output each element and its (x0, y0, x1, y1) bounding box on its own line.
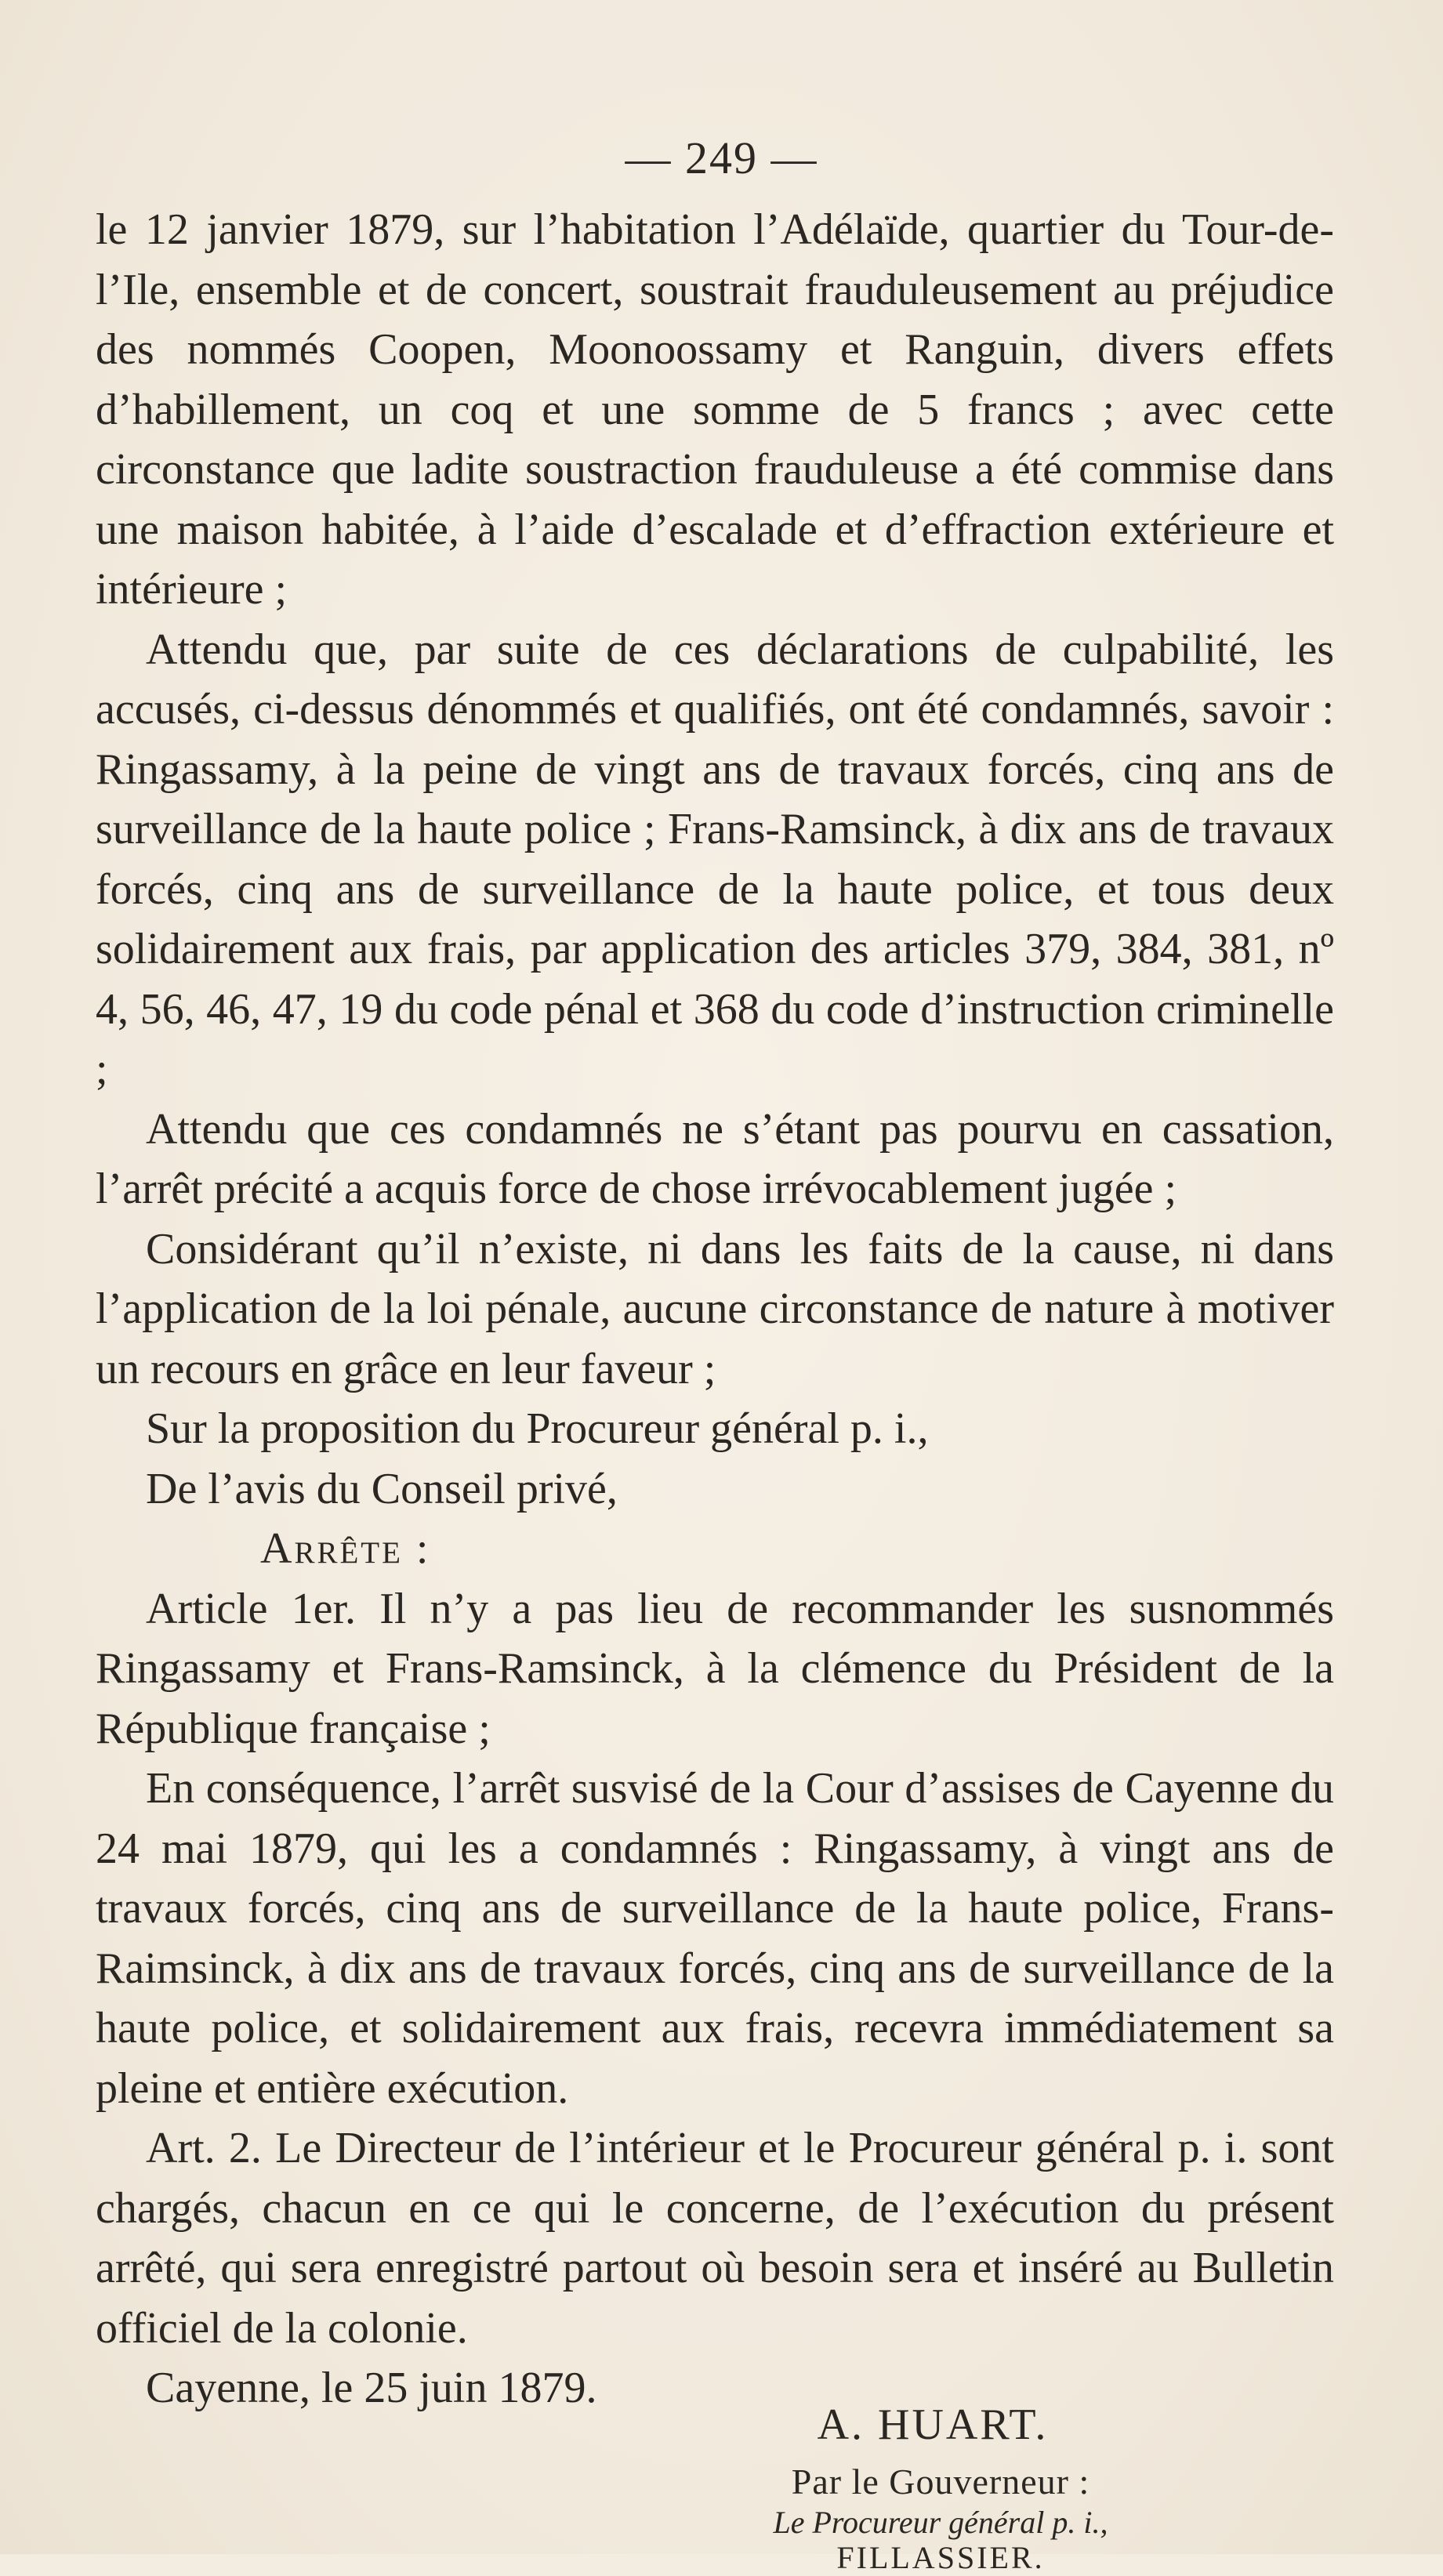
signature-par-gouverneur: Par le Gouverneur : (791, 2462, 1090, 2502)
paragraph-attendu-condamnation: Attendu que, par suite de ces déclarations de culpabilité, les accusés, ci-dessus dénommés et qualifiés, ont été condamnés, savoir : Ringassamy, à la peine de vingt ans de travaux forcés, cinq ans de surveillance de la haute police ; Frans-Ramsinck, à dix ans de travaux forcés, cinq ans de surveillance de la haute police, et tous deux solidairement aux frais, par application des articles 379, 384, 381, nº 4, 56, 46, 47, 19 du code pénal et 368 du code d’instruction criminelle ; (96, 625, 1334, 1093)
paragraph-proposition: Sur la proposition du Procureur général p. i., (146, 1404, 929, 1453)
paragraph-article-2: Art. 2. Le Directeur de l’intérieur et le Procureur général p. i. sont chargés, chacun en ce qui le concerne, de l’exécution du présent arrêté, qui sera enregistré partout où besoin sera et inséré au Bulletin officiel de la colonie. (96, 2124, 1334, 2353)
paragraph-continuation: le 12 janvier 1879, sur l’habitation l’Adélaïde, quartier du Tour-de-l’Ile, ensemble et de concert, soustrait frauduleusement au préjudice des nommés Coopen, Moonoossamy et Ranguin, divers effets d’habillement, un coq et une somme de 5 francs ; avec cette circonstance que ladite soustraction frauduleuse a été commise dans une maison habitée, à l’aide d’escalade et d’effraction extérieure et intérieure ; (96, 205, 1334, 614)
paragraph-consequence: En conséquence, l’arrêt susvisé de la Cour d’assises de Cayenne du 24 mai 1879, qui les a condamnés : Ringassamy, à vingt ans de travaux forcés, cinq ans de surveillance de la haute police, Frans-Raimsinck, à dix ans de travaux forcés, cinq ans de surveillance de la haute police, et solidairement aux frais, recevra immédiatement sa pleine et entière exécution. (96, 1764, 1334, 2113)
paragraph-date: Cayenne, le 25 juin 1879. (146, 2364, 597, 2412)
signature-signer: FILLASSIER. (836, 2540, 1045, 2575)
page-number: — 249 — (625, 132, 818, 183)
paragraph-article-1: Article 1er. Il n’y a pas lieu de recommander les susnommés Ringassamy et Frans-Ramsinck, à la clémence du Président de la République française ; (96, 1584, 1334, 1753)
signature-name: A. HUART. (817, 2400, 1049, 2449)
paragraph-arrete: Arrête : (260, 1524, 431, 1573)
paragraph-avis: De l’avis du Conseil privé, (146, 1464, 618, 1513)
paragraph-attendu-cassation: Attendu que ces condamnés ne s’étant pas pourvu en cassation, l’arrêt précité a acquis force de chose irrévocablement jugée ; (96, 1104, 1334, 1213)
document-body (96, 200, 1334, 2418)
signature-procureur-role: Le Procureur général p. i., (773, 2505, 1108, 2540)
paragraph-considerant: Considérant qu’il n’existe, ni dans les faits de la cause, ni dans l’application de la loi pénale, aucune circonstance de nature à motiver un recours en grâce en leur faveur ; (96, 1224, 1334, 1393)
